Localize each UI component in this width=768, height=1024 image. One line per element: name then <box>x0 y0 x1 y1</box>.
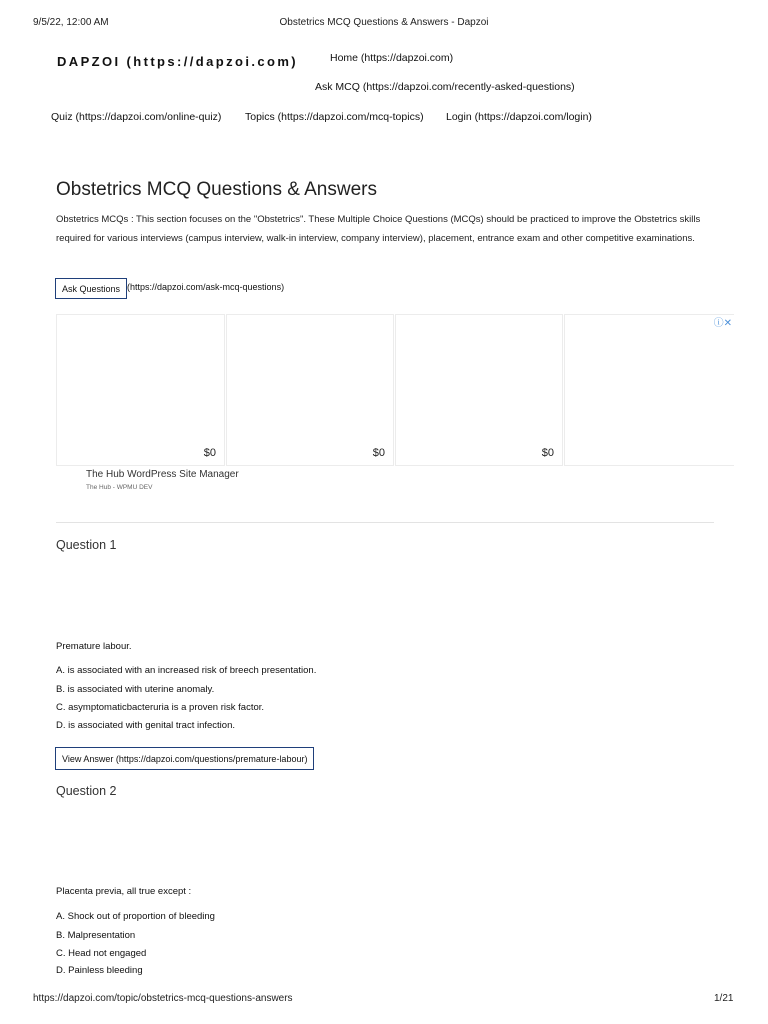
ad-card[interactable] <box>56 314 225 466</box>
ad-choices-close-icon[interactable]: ⓘ✕ <box>713 318 732 329</box>
print-datetime: 9/5/22, 12:00 AM <box>33 17 109 28</box>
divider <box>56 522 714 523</box>
site-logo[interactable]: DAPZOI (https://dapzoi.com) <box>57 54 299 69</box>
question-text: Placenta previa, all true except : <box>56 886 192 897</box>
nav-home-link[interactable]: Home (https://dapzoi.com) <box>330 52 454 64</box>
option-a: A. Shock out of proportion of bleeding <box>56 911 215 922</box>
ad-price: $0 <box>372 447 385 459</box>
option-c: C. Head not engaged <box>56 948 147 959</box>
nav-ask-mcq-link[interactable]: Ask MCQ (https://dapzoi.com/recently-asked-questions) <box>315 81 575 93</box>
intro-text: Obstetrics MCQs : This section focuses on the "Obstetrics". These Multiple Choice Questions (MCQs) should be practiced to improve the Obstetrics skills required for various interviews (campus interview, walk-in interview, company interview), placement, entrance exam and other competitive examinations. <box>56 214 701 244</box>
ad-card[interactable] <box>564 314 734 466</box>
question-heading: Question 1 <box>56 538 117 552</box>
option-d: D. Painless bleeding <box>56 965 143 976</box>
question-heading: Question 2 <box>56 784 117 798</box>
option-b: B. Malpresentation <box>56 930 136 941</box>
question-text: Premature labour. <box>56 641 132 652</box>
option-d: D. is associated with genital tract infection. <box>56 720 236 731</box>
ad-price: $0 <box>203 447 216 459</box>
nav-quiz-link[interactable]: Quiz (https://dapzoi.com/online-quiz) <box>51 111 222 123</box>
nav-login-link[interactable]: Login (https://dapzoi.com/login) <box>446 111 592 123</box>
option-b: B. is associated with uterine anomaly. <box>56 684 215 695</box>
ask-questions-link[interactable]: (https://dapzoi.com/ask-mcq-questions) <box>127 282 285 292</box>
nav-topics-link[interactable]: Topics (https://dapzoi.com/mcq-topics) <box>245 111 424 123</box>
ad-card[interactable] <box>226 314 394 466</box>
print-page-number: 1/21 <box>714 993 734 1004</box>
option-c: C. asymptomaticbacteruria is a proven risk factor. <box>56 702 265 713</box>
page-title: Obstetrics MCQ Questions & Answers <box>56 179 377 200</box>
ad-card[interactable] <box>395 314 563 466</box>
ad-price: $0 <box>541 447 554 459</box>
print-page-title: Obstetrics MCQ Questions & Answers - Dapzoi <box>279 17 489 28</box>
option-a: A. is associated with an increased risk of breech presentation. <box>56 665 317 676</box>
ad-title[interactable]: The Hub WordPress Site Manager <box>86 469 239 480</box>
view-answer-button[interactable]: View Answer (https://dapzoi.com/questions/premature-labour) <box>55 747 314 770</box>
ask-questions-button[interactable]: Ask Questions <box>55 278 127 299</box>
print-url: https://dapzoi.com/topic/obstetrics-mcq-questions-answers <box>33 993 293 1004</box>
ad-source: The Hub - WPMU DEV <box>86 484 153 491</box>
advertisement[interactable] <box>56 314 734 494</box>
